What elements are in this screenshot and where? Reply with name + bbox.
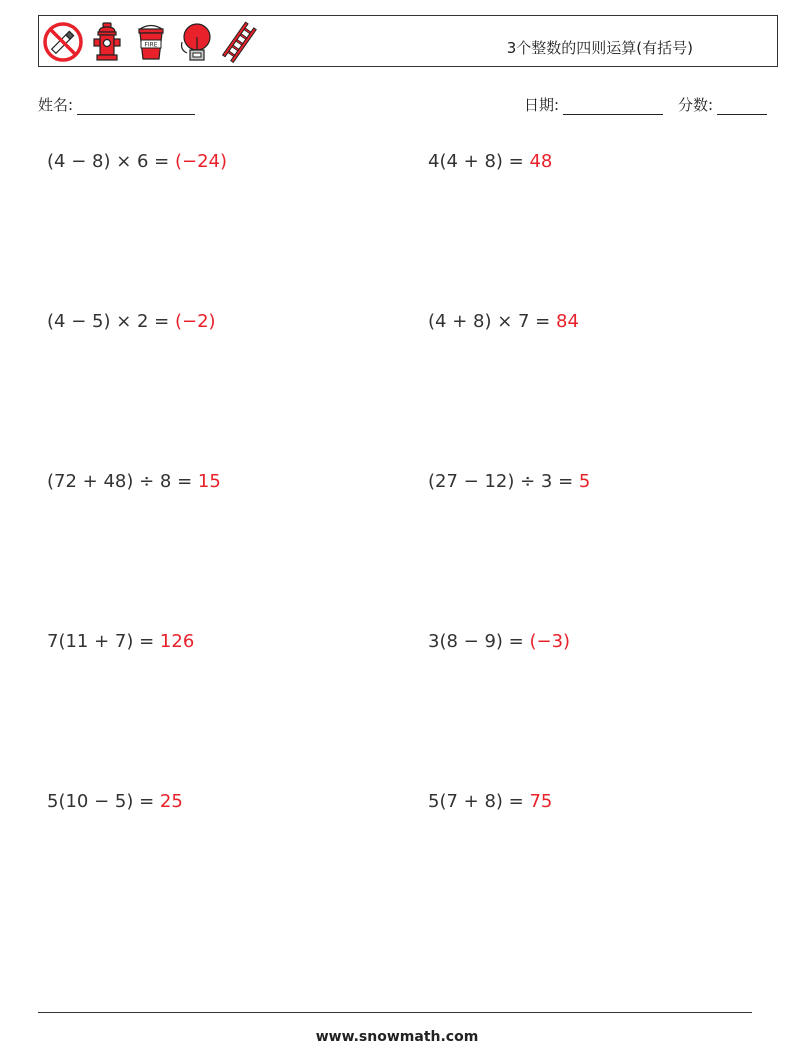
footer-divider xyxy=(38,1012,752,1013)
problem-9 xyxy=(47,791,183,812)
problem-2 xyxy=(428,151,552,172)
problem-5 xyxy=(47,471,221,492)
problem-answer: 48 xyxy=(529,151,553,172)
problem-question: (4 + 8) × 7 = xyxy=(428,311,551,332)
fire-bucket-icon xyxy=(129,20,173,64)
worksheet-title: 3个整数的四则运算(有括号) xyxy=(506,39,693,57)
score-label: 分数: xyxy=(678,96,714,114)
ladder-icon xyxy=(217,20,261,64)
problem-question: 5(7 + 8) = xyxy=(428,791,524,812)
problem-answer: 84 xyxy=(556,311,579,332)
no-smoking-icon xyxy=(41,20,85,64)
problem-6 xyxy=(428,471,590,492)
problem-question: (4 − 5) × 2 = xyxy=(47,311,170,332)
score-field xyxy=(678,94,767,115)
problem-answer: 5 xyxy=(578,471,591,492)
problem-question: 7(11 + 7) = xyxy=(47,631,155,652)
name-blank[interactable] xyxy=(77,98,195,115)
icon-strip xyxy=(41,19,261,65)
date-field xyxy=(524,94,663,115)
name-field xyxy=(38,94,195,115)
problem-4 xyxy=(428,311,579,332)
problem-10 xyxy=(428,791,552,812)
problem-answer: (−24) xyxy=(175,151,228,172)
problem-answer: 15 xyxy=(197,471,221,492)
fire-hydrant-icon xyxy=(85,20,129,64)
problem-3 xyxy=(47,311,216,332)
date-label: 日期: xyxy=(524,96,560,114)
problem-question: (4 − 8) × 6 = xyxy=(47,151,170,172)
problem-answer: 126 xyxy=(159,631,195,652)
problem-question: (72 + 48) ÷ 8 = xyxy=(47,471,193,492)
bucket-label: FIRE xyxy=(144,41,158,49)
problem-1 xyxy=(47,151,227,172)
problem-answer: 25 xyxy=(159,791,183,812)
fire-alarm-bell-icon xyxy=(173,20,217,64)
problem-answer: 75 xyxy=(529,791,553,812)
problem-question: (27 − 12) ÷ 3 = xyxy=(428,471,574,492)
problem-answer: (−3) xyxy=(529,631,571,652)
score-blank[interactable] xyxy=(717,98,767,115)
problem-7 xyxy=(47,631,194,652)
problem-question: 3(8 − 9) = xyxy=(428,631,524,652)
problem-8 xyxy=(428,631,570,652)
footer-url[interactable]: www.snowmath.com xyxy=(315,1029,479,1045)
name-label: 姓名: xyxy=(38,96,74,114)
problem-question: 5(10 − 5) = xyxy=(47,791,155,812)
problem-question: 4(4 + 8) = xyxy=(428,151,524,172)
date-blank[interactable] xyxy=(563,98,663,115)
problem-answer: (−2) xyxy=(175,311,216,332)
header-box xyxy=(38,15,778,67)
